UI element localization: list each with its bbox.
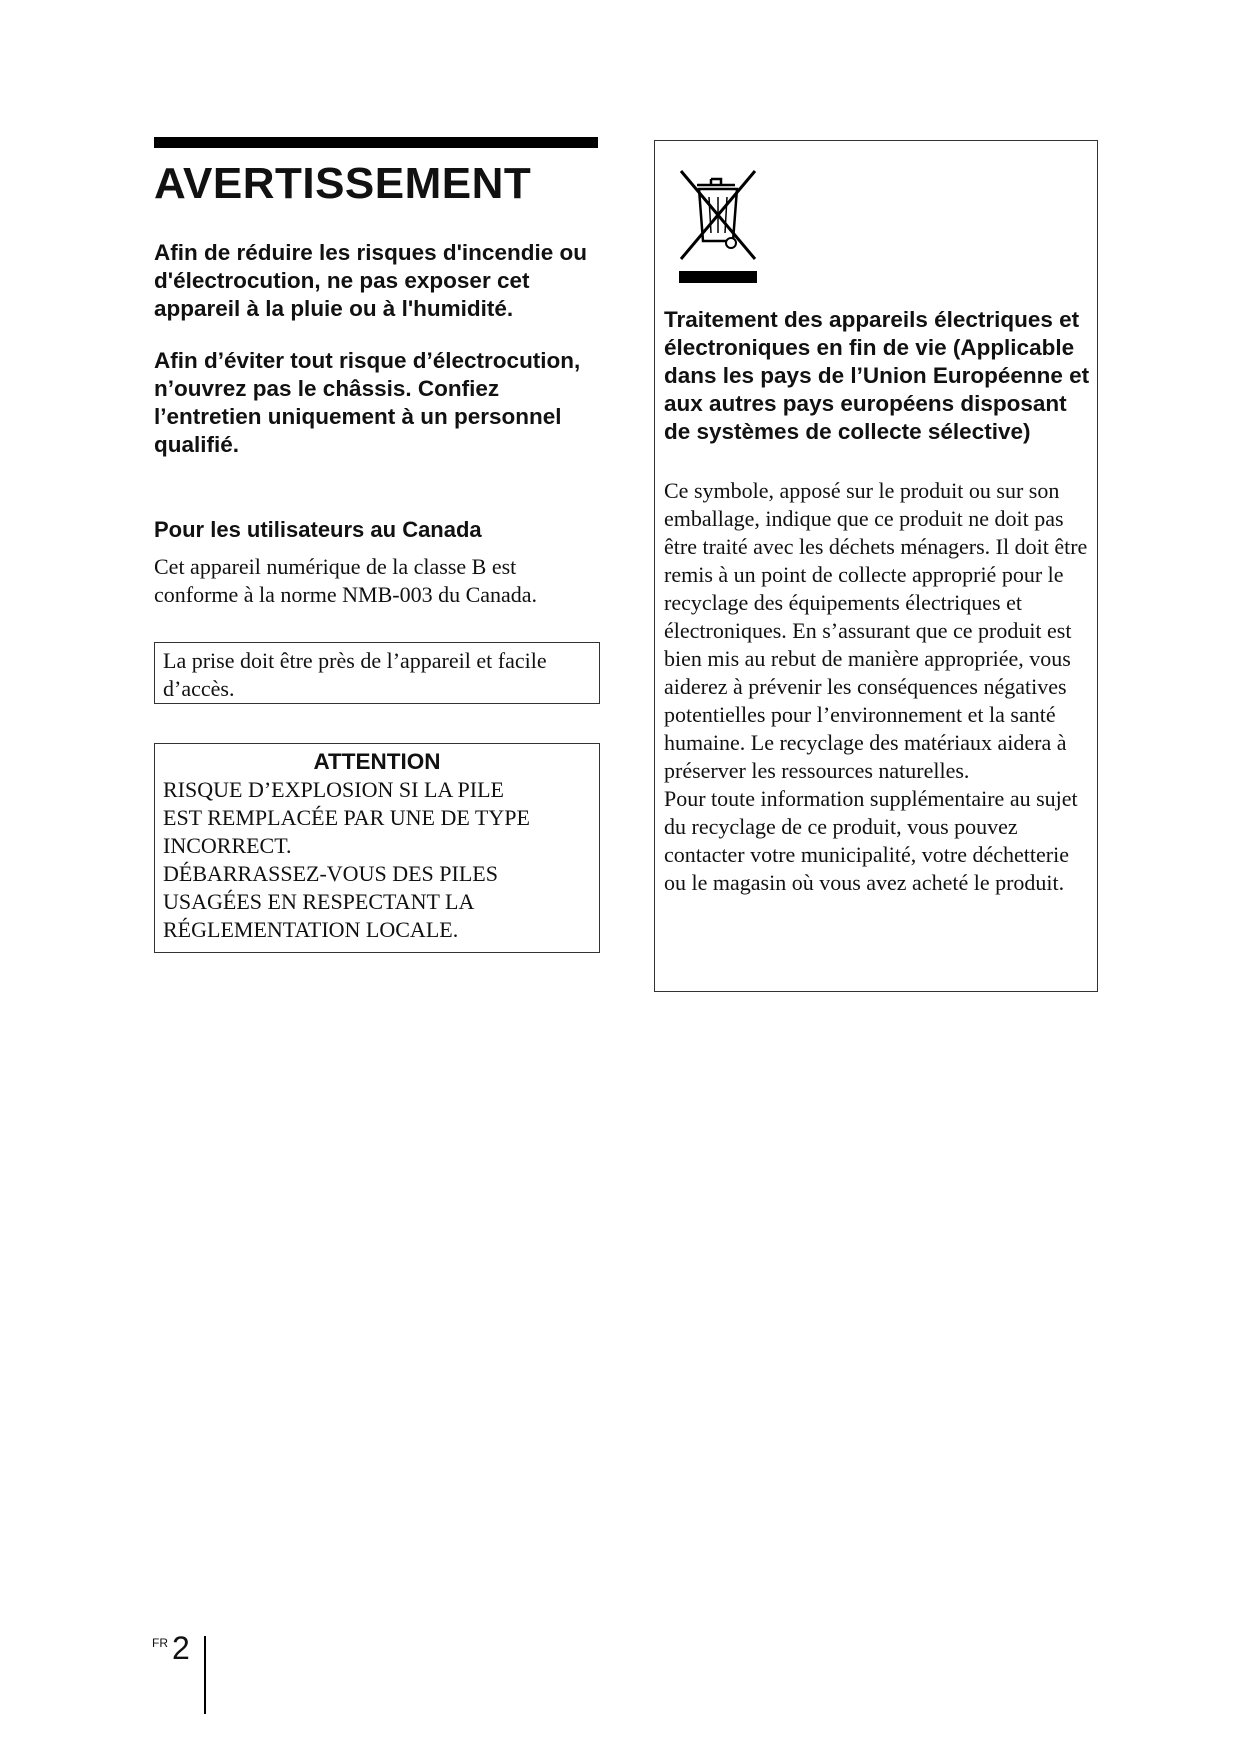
weee-paragraph-1: Ce symbole, apposé sur le produit ou sur son emballage, indique que ce produit ne doit pas être traité avec les déchets ménagers. Il doit être remis à un point de collecte approprié pour le recyclage des équipements électriques et électroniques. En s’assurant que ce produit est bien mis au rebut de manière appropriée, vous aiderez à prévenir les conséquences négatives potentielles pour l’environnement et la santé humaine. Le recyclage des matériaux aidera à préserver les ressources naturelles. [664,478,1088,783]
canada-section-text: Cet appareil numérique de la classe B est conforme à la norme NMB-003 du Canada. [154,554,538,607]
plug-notice-box [154,642,600,704]
weee-paragraph-2: Pour toute information supplémentaire au sujet du recyclage de ce produit, vous pouvez contacter votre municipalité, votre déchetterie ou le magasin où vous avez acheté le produit. [664,786,1078,895]
attention-title: ATTENTION [313,749,441,774]
plug-notice-text: La prise doit être près de l’appareil et facile d’accès. [163,648,547,701]
attention-box [154,743,600,953]
crossed-out-wheeled-bin-icon [675,163,761,283]
weee-title: Traitement des appareils électriques et électroniques en fin de vie (Applicable dans les pays de l’Union Européenne et aux autres pays européens disposant de systèmes de collecte sélective) [664,307,1090,444]
attention-text: RISQUE D’EXPLOSION SI LA PILE EST REMPLACÉE PAR UNE DE TYPE INCORRECT. DÉBARRASSEZ-VOUS DES PILES USAGÉES EN RESPECTANT LA RÉGLEMENTATION LOCALE. [163,777,530,942]
shock-warning: Afin d’éviter tout risque d’électrocution, n’ouvrez pas le châssis. Confiez l’entretien uniquement à un personnel qualifié. [154,348,581,457]
fire-warning: Afin de réduire les risques d'incendie ou d'électrocution, ne pas exposer cet appareil à la pluie ou à l'humidité. [154,240,587,321]
page-title: AVERTISSEMENT [154,159,532,208]
heading-rule [154,137,598,148]
footer-rule [204,1636,206,1714]
weee-text [664,477,1096,897]
page-number: 2 [172,1630,190,1666]
language-code: FR [152,1636,168,1650]
weee-box [654,140,1098,992]
canada-section-title: Pour les utilisateurs au Canada [154,517,482,542]
left-column [154,137,600,942]
